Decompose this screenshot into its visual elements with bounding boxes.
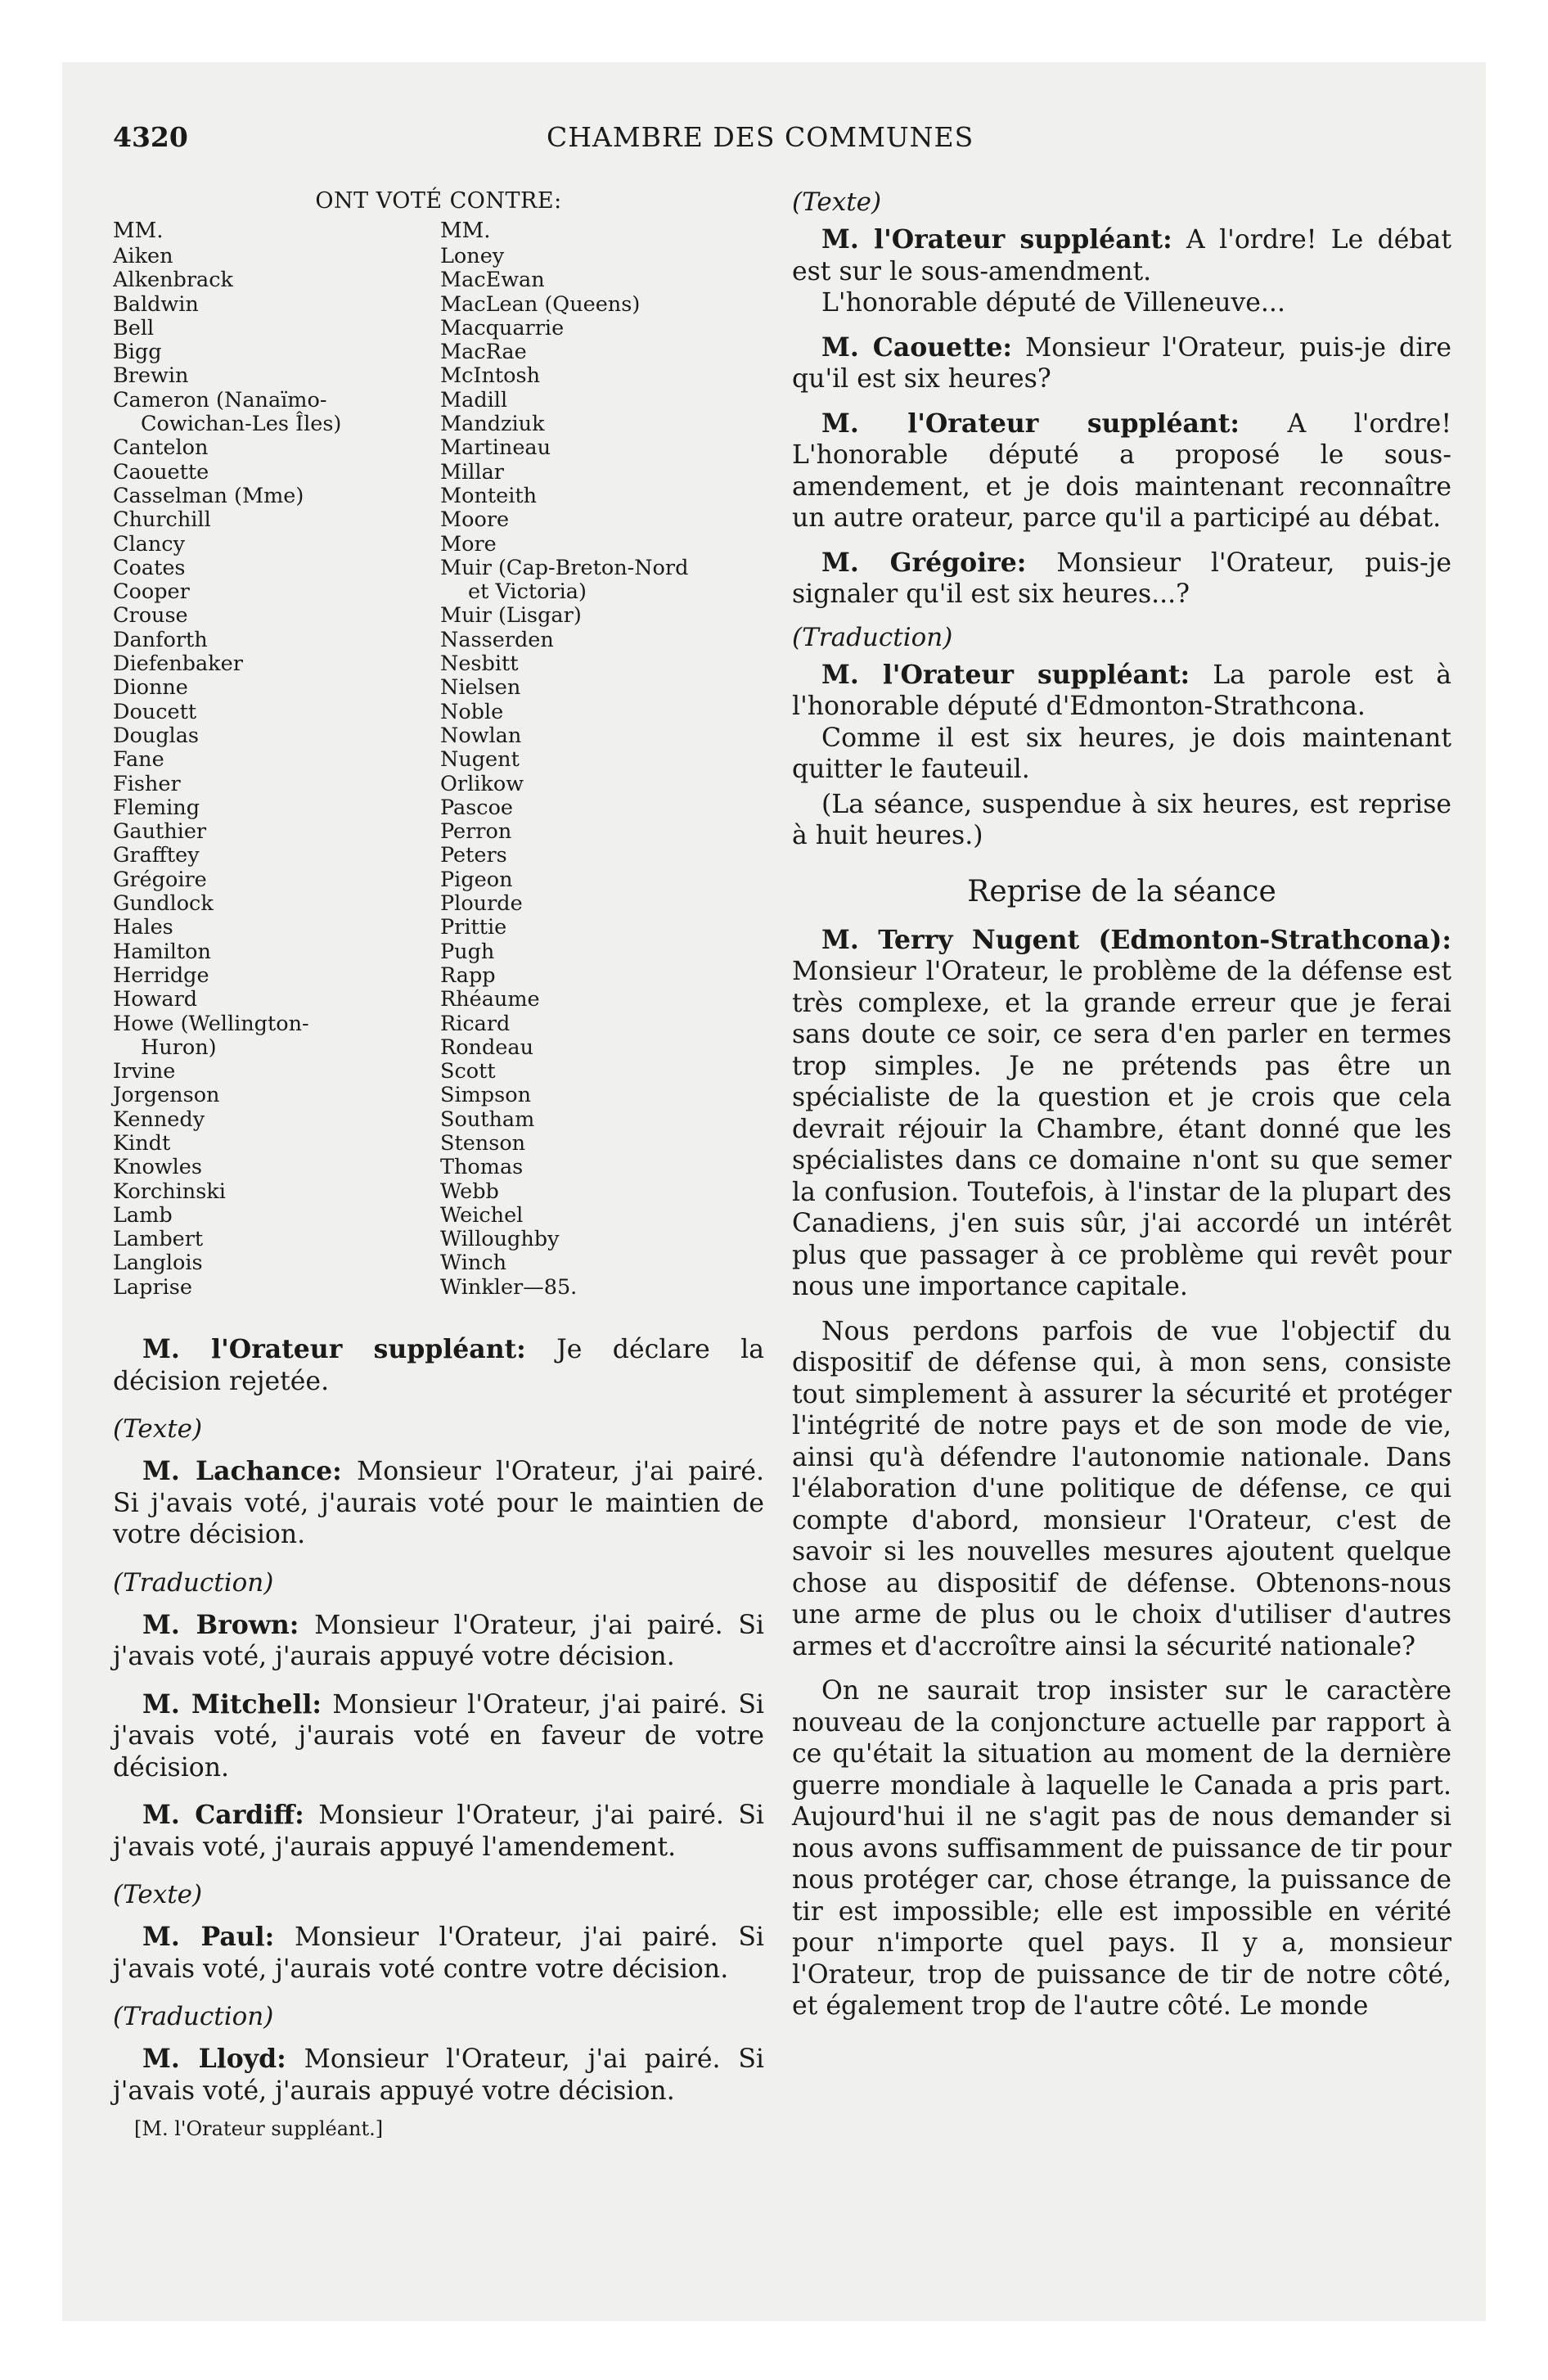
member-name: Douglas	[113, 723, 199, 748]
member-name: Baldwin	[113, 291, 199, 317]
member-name: Lambert	[113, 1227, 204, 1252]
member-name: Simpson	[440, 1083, 531, 1108]
speech-paragraph: M. Mitchell: Monsieur l'Orateur, j'ai pairé. Si j'avais voté, j'aurais voté en faveur de votre décision.	[113, 1688, 765, 1783]
speaker-name: M. l'Orateur suppléant:	[142, 1334, 526, 1365]
member-name: Rhéaume	[440, 987, 540, 1012]
page-header	[113, 121, 1455, 162]
member-name: Cantelon	[113, 435, 209, 461]
member-name: et Victoria)	[468, 579, 587, 605]
member-name: Monteith	[440, 483, 538, 508]
member-name: Millar	[440, 459, 504, 485]
member-name: Casselman (Mme)	[113, 483, 304, 508]
member-name: MacEwan	[440, 268, 545, 293]
member-name: Bigg	[113, 340, 162, 365]
speech-paragraph: M. Terry Nugent (Edmonton-Strathcona): Monsieur l'Orateur, le problème de la défense est très complexe, et la grande erreur que je ferai sans doute ce soir, ce sera d'en parler en termes trop simples. Je ne prétends pas être un spécialiste de la question et je crois que cela devrait réjouir la Chambre, étant donné que les spécialistes dans ce domaine n'ont su que semer la confusion. Toutefois, à l'instar de la plupart des Canadiens, j'en suis sûr, j'ai accordé un intérêt plus que passager à ce problème qui revêt pour nous une importance capitale.	[792, 924, 1451, 1301]
member-name: Plourde	[440, 891, 523, 917]
member-name: More	[440, 531, 497, 557]
running-title: CHAMBRE DES COMMUNES	[547, 121, 974, 153]
member-name: Coates	[113, 555, 186, 580]
member-name: Webb	[440, 1179, 499, 1204]
member-name: Weichel	[440, 1202, 524, 1228]
member-name: Churchill	[113, 507, 211, 533]
member-name: Doucett	[113, 699, 197, 724]
member-name: Clancy	[113, 531, 185, 557]
member-name: Howard	[113, 987, 198, 1012]
member-name: Brewin	[113, 363, 189, 389]
member-name: MacLean (Queens)	[440, 291, 641, 317]
speaker-name: M. Mitchell:	[142, 1688, 322, 1720]
section-label: (Traduction)	[792, 622, 953, 652]
member-name: Huron)	[141, 1034, 217, 1060]
member-name: Nesbitt	[440, 651, 519, 677]
speech-paragraph: M. Cardiff: Monsieur l'Orateur, j'ai pairé. Si j'avais voté, j'aurais appuyé l'amendement.	[113, 1800, 765, 1862]
member-name: Alkenbrack	[113, 268, 233, 293]
member-name: Willoughby	[440, 1227, 560, 1252]
speaker-name: M. Paul:	[142, 1922, 275, 1953]
member-name: Korchinski	[113, 1179, 226, 1204]
left-column	[113, 187, 764, 2141]
member-name: Noble	[440, 699, 504, 724]
speech-paragraph: M. l'Orateur suppléant: Je déclare la décision rejetée.	[113, 1334, 764, 1396]
speech-paragraph: M. Caouette: Monsieur l'Orateur, puis-je dire qu'il est six heures?	[792, 331, 1451, 394]
speech-paragraph: M. l'Orateur suppléant: La parole est à l'honorable député d'Edmonton-Strathcona.	[792, 659, 1451, 721]
member-name: Lamb	[113, 1202, 173, 1228]
member-name: Howe (Wellington-	[113, 1011, 309, 1036]
member-name: Cooper	[113, 579, 190, 605]
right-column	[792, 187, 1451, 2022]
member-name: Danforth	[113, 627, 208, 652]
mm-label: MM.	[113, 219, 164, 243]
speaker-name: M. Lloyd:	[142, 2044, 286, 2075]
speech-paragraph: L'honorable député de Villeneuve...	[821, 288, 1285, 318]
member-name: Thomas	[440, 1155, 524, 1180]
member-name: Knowles	[113, 1155, 202, 1180]
member-name: Jorgenson	[113, 1083, 220, 1108]
speech-paragraph: On ne saurait trop insister sur le caractère nouveau de la conjoncture actuelle par rapport à ce qu'était la situation au moment de la dernière guerre mondiale à laquelle le Canada a pris part. Aujourd'hui il ne s'agit pas de nous demander si nous avons suffisamment de puissance de tir pour nous protéger car, chose étrange, la puissance de tir est impossible; elle est impossible en vérité pour n'importe quel pays. Il y a, monsieur l'Orateur, trop de puissance de tir de notre côté, et également trop de l'autre côté. Le monde	[792, 1676, 1451, 2021]
mm-label: MM.	[440, 219, 491, 243]
vote-list-column-2	[440, 217, 764, 1300]
speech-paragraph: Comme il est six heures, je dois maintenant quitter le fauteuil.	[792, 723, 1451, 784]
member-name: Fisher	[113, 771, 181, 796]
member-name: Diefenbaker	[113, 651, 243, 677]
member-name: Nowlan	[440, 723, 522, 748]
member-name: Pascoe	[440, 795, 514, 820]
member-name: Gauthier	[113, 819, 207, 845]
member-name: Ricard	[440, 1011, 511, 1036]
member-name: Winkler—85.	[440, 1274, 578, 1300]
section-label: (Texte)	[792, 187, 882, 217]
speech-paragraph: M. l'Orateur suppléant: A l'ordre! Le débat est sur le sous-amendment.	[792, 224, 1451, 286]
member-name: Dionne	[113, 675, 188, 701]
vote-list-column-1	[113, 217, 440, 1300]
speaker-name: M. Cardiff:	[142, 1800, 304, 1831]
vote-heading: ONT VOTÉ CONTRE:	[315, 188, 562, 214]
member-name: Pugh	[440, 939, 495, 964]
member-name: Winch	[440, 1251, 507, 1276]
member-name: Aiken	[113, 244, 173, 268]
member-name: Orlikow	[440, 771, 524, 796]
speech-paragraph: M. Paul: Monsieur l'Orateur, j'ai pairé. Si j'avais voté, j'aurais voté contre votre décision.	[113, 1922, 764, 1984]
section-label: (Texte)	[113, 1880, 203, 1910]
member-name: Peters	[440, 843, 507, 868]
section-heading: Reprise de la séance	[967, 874, 1276, 908]
speaker-name: M. Caouette:	[821, 331, 1012, 363]
footer-note: [M. l'Orateur suppléant.]	[134, 2117, 384, 2141]
member-name: MacRae	[440, 340, 527, 365]
member-name: Irvine	[113, 1059, 176, 1084]
member-name: Cowichan-Les Îles)	[141, 412, 342, 437]
member-name: Gundlock	[113, 891, 214, 917]
member-name: Rapp	[440, 962, 496, 988]
vote-list	[113, 217, 764, 1300]
member-name: Southam	[440, 1107, 535, 1132]
member-name: Scott	[440, 1059, 496, 1084]
member-name: Rondeau	[440, 1034, 534, 1060]
page-number: 4320	[113, 121, 188, 153]
section-label: (Traduction)	[113, 2002, 274, 2032]
member-name: Muir (Cap-Breton-Nord	[440, 555, 689, 580]
speaker-name: M. l'Orateur suppléant:	[821, 659, 1190, 690]
member-name: Stenson	[440, 1130, 526, 1156]
member-name: Muir (Lisgar)	[440, 603, 582, 629]
member-name: Pigeon	[440, 867, 513, 892]
member-name: Hamilton	[113, 939, 211, 964]
speaker-name: M. l'Orateur suppléant:	[821, 408, 1240, 439]
member-name: Madill	[440, 387, 508, 412]
speech-paragraph: M. Brown: Monsieur l'Orateur, j'ai pairé. Si j'avais voté, j'aurais appuyé votre décision.	[113, 1609, 764, 1672]
member-name: Prittie	[440, 915, 507, 940]
member-name: Perron	[440, 819, 512, 845]
member-name: Macquarrie	[440, 315, 565, 340]
speech-paragraph: M. l'Orateur suppléant: A l'ordre! L'honorable député a proposé le sous-amendement, et je dois maintenant reconnaître un autre orateur, parce qu'il a participé au débat.	[792, 408, 1451, 533]
speech-paragraph: M. Grégoire: Monsieur l'Orateur, puis-je signaler qu'il est six heures...?	[792, 547, 1452, 609]
member-name: Kennedy	[113, 1107, 205, 1132]
member-name: Langlois	[113, 1251, 203, 1276]
procedural-note: (La séance, suspendue à six heures, est reprise à huit heures.)	[792, 789, 1451, 850]
section-label: (Texte)	[113, 1414, 203, 1445]
member-name: Loney	[440, 244, 505, 268]
member-name: Nugent	[440, 747, 520, 773]
member-name: Fleming	[113, 795, 200, 820]
member-name: Laprise	[113, 1274, 192, 1300]
speaker-name: M. Lachance:	[142, 1456, 342, 1487]
member-name: Martineau	[440, 435, 551, 461]
member-name: Kindt	[113, 1130, 171, 1156]
speaker-name: M. Grégoire:	[821, 547, 1027, 578]
speaker-name: M. Terry Nugent (Edmonton-Strathcona):	[821, 924, 1451, 955]
member-name: Crouse	[113, 603, 188, 629]
member-name: Grafftey	[113, 843, 200, 868]
speech-paragraph: M. Lloyd: Monsieur l'Orateur, j'ai pairé. Si j'avais voté, j'aurais appuyé votre décision.	[113, 2044, 764, 2106]
member-name: Cameron (Nanaïmo-	[113, 387, 327, 412]
member-name: Moore	[440, 507, 510, 533]
member-name: Nielsen	[440, 675, 521, 701]
member-name: Nasserden	[440, 627, 554, 652]
speaker-name: M. l'Orateur suppléant:	[821, 224, 1172, 255]
member-name: Hales	[113, 915, 173, 940]
member-name: Fane	[113, 747, 164, 773]
member-name: Bell	[113, 315, 155, 340]
speech-paragraph: Nous perdons parfois de vue l'objectif du dispositif de défense qui, à mon sens, consiste tout simplement à assurer la sécurité et protéger l'intégrité de notre pays et de son mode de vie, ainsi qu'à défendre l'autonomie nationale. Dans l'élaboration d'une politique de défense, ce qui compte d'abord, monsieur l'Orateur, c'est de savoir si les nouvelles mesures ajoutent quelque chose au dispositif de défense. Obtenons-nous une arme de plus ou le choix d'utiliser d'autres armes et d'accroître ainsi la sécurité nationale?	[792, 1316, 1451, 1661]
member-name: McIntosh	[440, 363, 540, 389]
member-name: Caouette	[113, 459, 209, 485]
speaker-name: M. Brown:	[142, 1609, 299, 1640]
member-name: Mandziuk	[440, 412, 545, 437]
speech-paragraph: M. Lachance: Monsieur l'Orateur, j'ai pairé. Si j'avais voté, j'aurais voté pour le maintien de votre décision.	[113, 1456, 765, 1550]
section-label: (Traduction)	[113, 1567, 274, 1598]
member-name: Grégoire	[113, 867, 207, 892]
member-name: Herridge	[113, 962, 209, 988]
